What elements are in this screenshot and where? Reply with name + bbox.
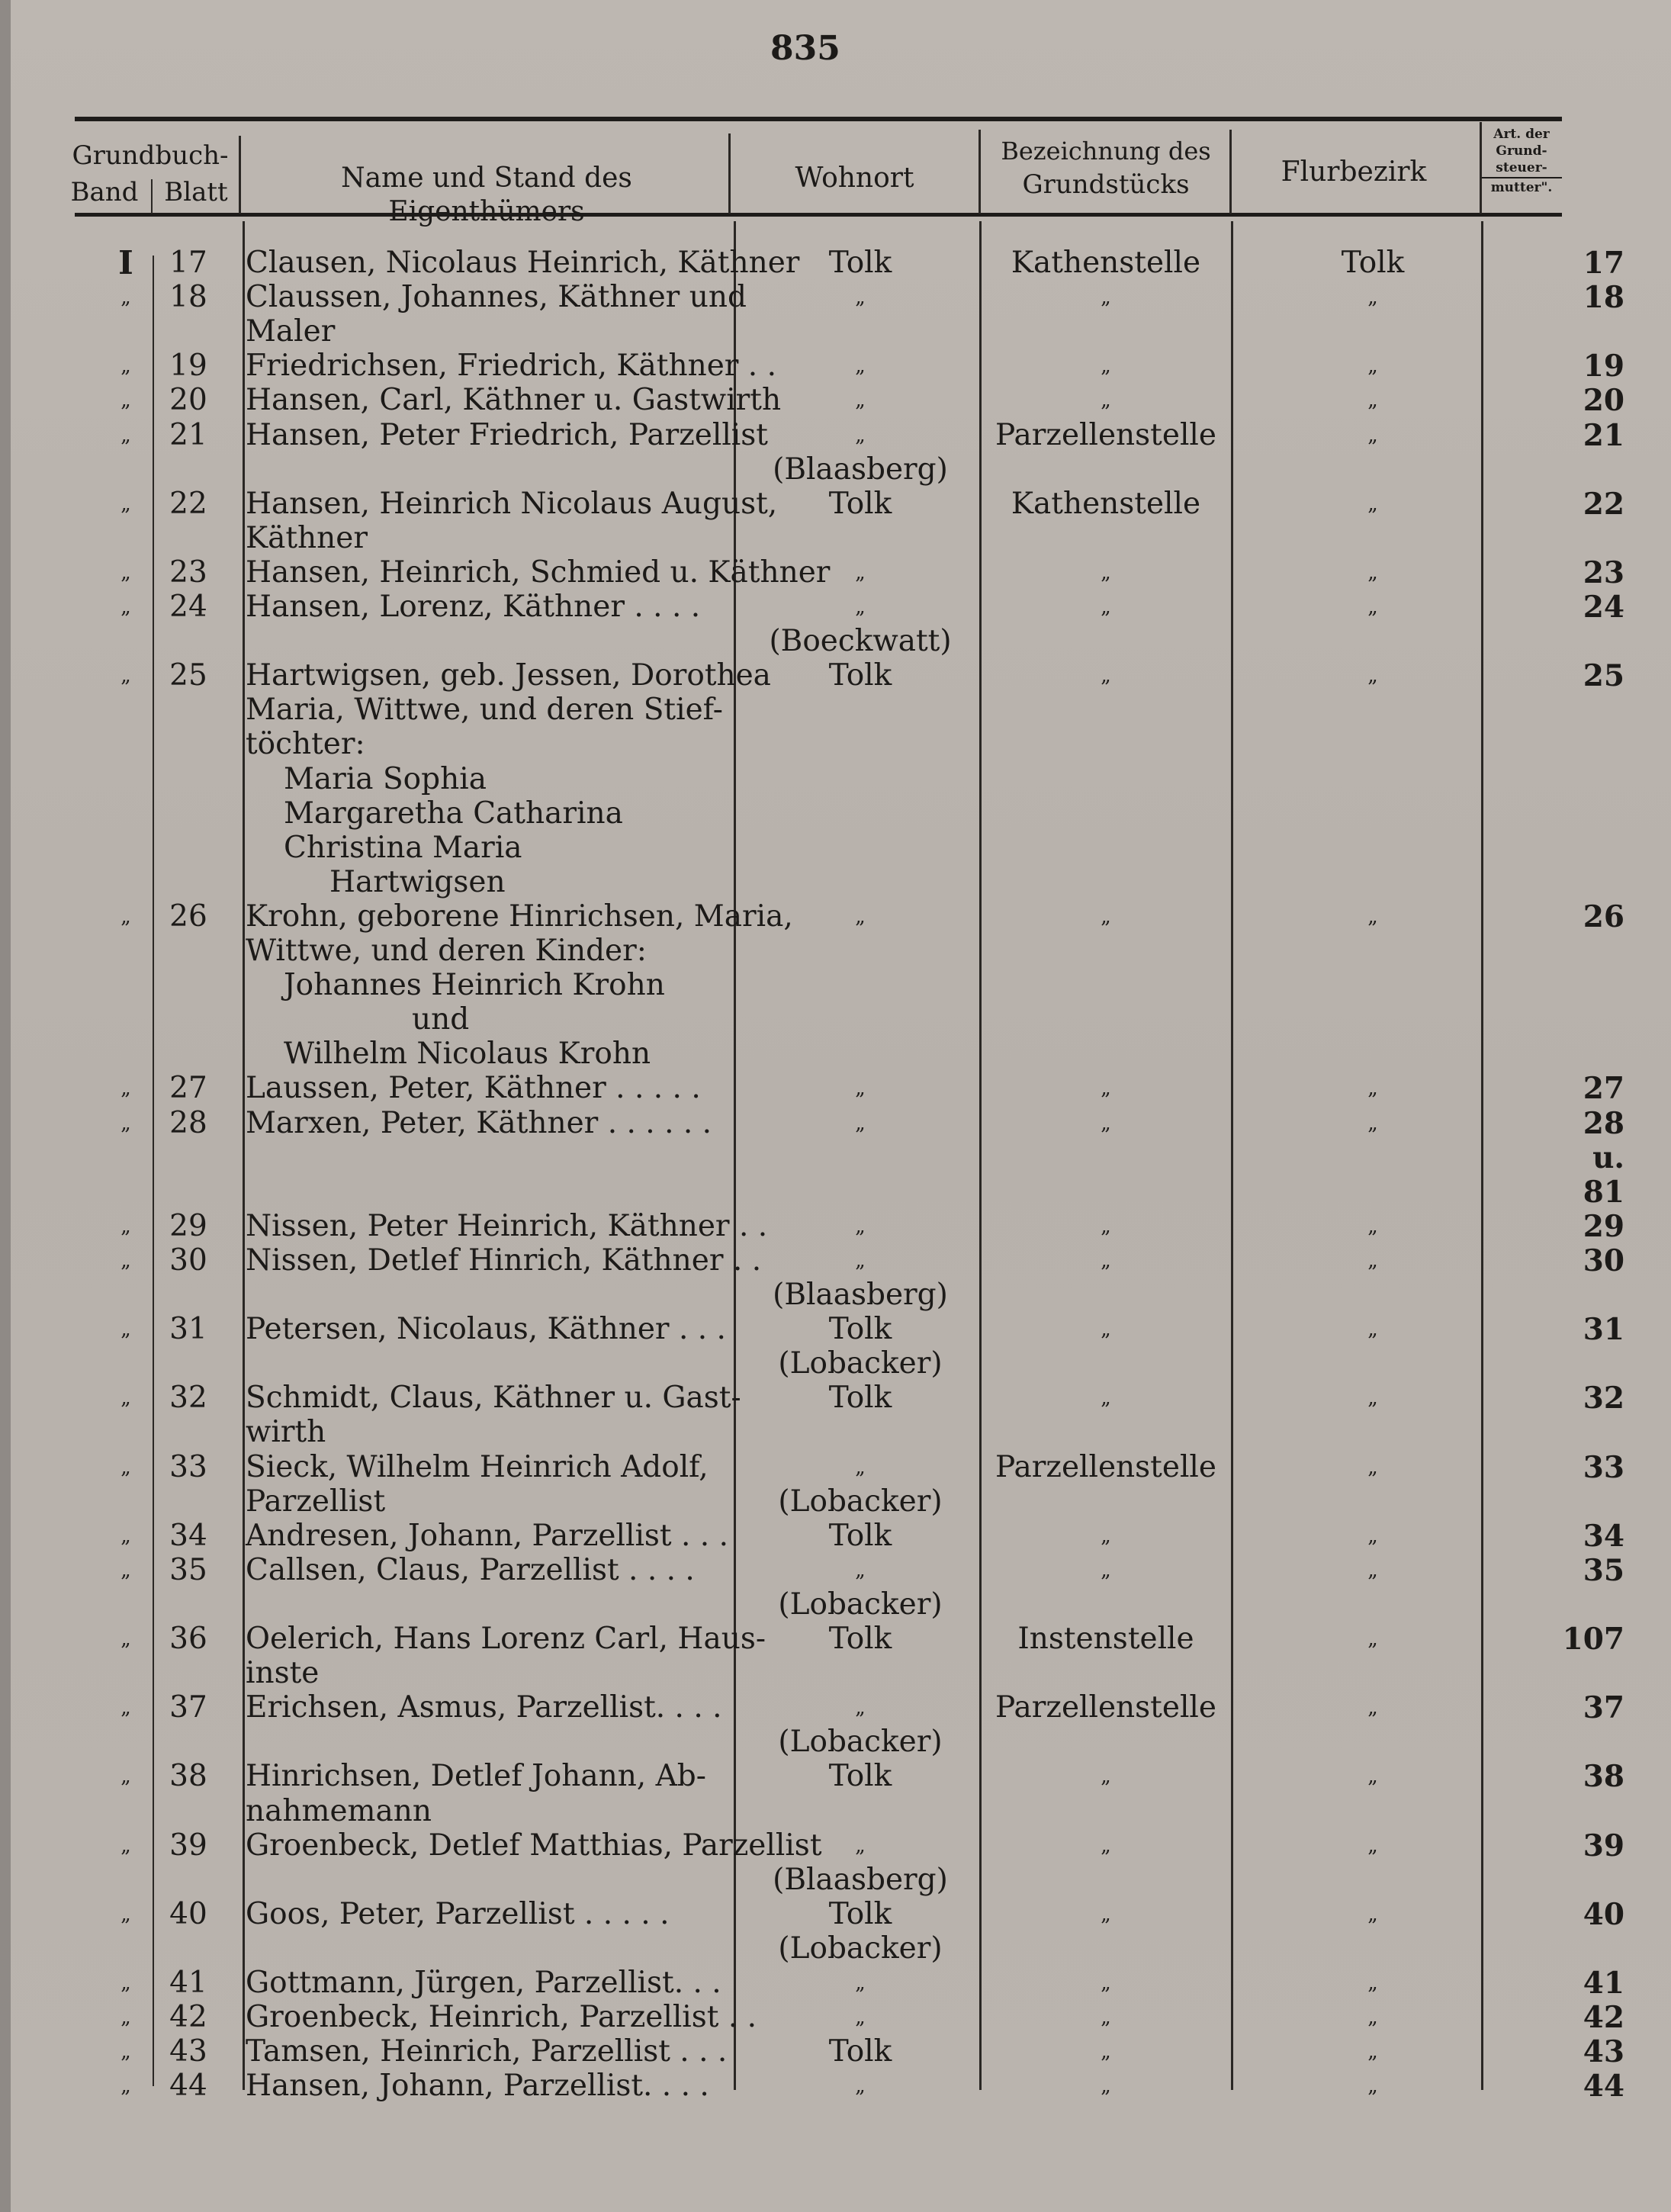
blatt-cell: 30 <box>169 1243 207 1278</box>
owner-name-line: Hinrichsen, Detlef Johann, Ab- <box>246 1759 706 1794</box>
owner-name-line: Hansen, Lorenz, Käthner . . . . <box>246 590 701 624</box>
flurbezirk-cell: „ <box>1367 1077 1378 1101</box>
blatt-cell: 22 <box>169 486 207 521</box>
bezeichnung-cell: Instenstelle <box>1017 1622 1194 1656</box>
top-rule <box>75 117 1562 121</box>
flurbezirk-cell: „ <box>1367 286 1378 310</box>
art-cell: 23 <box>1583 555 1624 590</box>
owner-name-line: Hartwigsen <box>329 864 506 899</box>
blatt-cell: 27 <box>169 1071 207 1106</box>
band-cell: „ <box>121 286 131 310</box>
art-cell: 27 <box>1583 1071 1624 1107</box>
wohnort-cell: Tolk <box>828 1312 892 1347</box>
band-cell: „ <box>121 1765 131 1789</box>
wohnort-cell: Tolk <box>828 1518 892 1553</box>
wohnort-location-note: (Lobacker) <box>778 1346 943 1381</box>
blatt-cell: 37 <box>169 1690 207 1725</box>
art-cell: 34 <box>1583 1518 1624 1554</box>
owner-name-line: Hansen, Johann, Parzellist. . . . <box>246 2069 709 2104</box>
header-divider <box>1229 130 1232 214</box>
bezeichnung-cell: „ <box>1101 1318 1111 1342</box>
owner-name-line: Schmidt, Claus, Käthner u. Gast- <box>246 1381 741 1416</box>
flurbezirk-cell: „ <box>1367 1558 1378 1582</box>
owner-name-line: Hansen, Peter Friedrich, Parzellist <box>246 417 768 452</box>
owner-name-line: Tamsen, Heinrich, Parzellist . . . <box>246 2034 728 2069</box>
owner-name-line: inste <box>246 1656 320 1691</box>
art-cell: 26 <box>1583 899 1624 934</box>
wohnort-cell: „ <box>855 2006 866 2030</box>
owner-name-line: Gottmann, Jürgen, Parzellist. . . <box>246 1966 721 2000</box>
header-divider <box>151 179 153 214</box>
bezeichnung-cell: Parzellenstelle <box>995 1690 1216 1725</box>
wohnort-cell: „ <box>855 389 866 413</box>
owner-name-line: Oelerich, Hans Lorenz Carl, Haus- <box>246 1622 766 1656</box>
header-wohnort: Wohnort <box>795 162 914 194</box>
blatt-cell: 44 <box>169 2069 207 2104</box>
wohnort-cell: Tolk <box>828 1896 892 1931</box>
owner-name-line: Hartwigsen, geb. Jessen, Dorothea <box>246 658 771 693</box>
blatt-cell: 40 <box>169 1896 207 1931</box>
band-cell: „ <box>121 1524 131 1548</box>
band-cell: „ <box>121 1972 131 1995</box>
band-cell: „ <box>121 905 131 928</box>
wohnort-cell: „ <box>855 2075 866 2098</box>
flurbezirk-cell: „ <box>1367 1455 1378 1479</box>
flurbezirk-cell: „ <box>1367 2075 1378 2098</box>
owner-name-line: Friedrichsen, Friedrich, Käthner . . <box>246 349 777 384</box>
blatt-cell: 17 <box>169 246 207 280</box>
blatt-cell: 19 <box>169 349 207 384</box>
blatt-cell: 23 <box>169 555 207 590</box>
blatt-cell: 42 <box>169 2000 207 2035</box>
blatt-cell: 43 <box>169 2034 207 2069</box>
wohnort-location-note: (Boeckwatt) <box>769 624 952 659</box>
blatt-cell: 36 <box>169 1622 207 1656</box>
blatt-cell: 25 <box>169 658 207 693</box>
blatt-cell: 29 <box>169 1208 207 1243</box>
art-cell: 43 <box>1583 2034 1624 2070</box>
owner-name-line: Groenbeck, Detlef Matthias, Parzellist <box>246 1828 822 1863</box>
band-cell: „ <box>121 389 131 413</box>
column-divider-blatt <box>153 256 154 2086</box>
bezeichnung-cell: „ <box>1101 355 1111 378</box>
bezeichnung-cell: „ <box>1101 1249 1111 1272</box>
bezeichnung-cell: „ <box>1101 664 1111 688</box>
band-cell: „ <box>121 1387 131 1410</box>
wohnort-cell: „ <box>855 1249 866 1272</box>
header-flurbezirk: Flurbezirk <box>1281 156 1427 188</box>
page-number: 835 <box>770 29 840 68</box>
bezeichnung-cell: „ <box>1101 1524 1111 1548</box>
art-cell: 41 <box>1583 1966 1624 2001</box>
wohnort-cell: „ <box>855 1214 866 1238</box>
header-divider <box>978 130 981 214</box>
bezeichnung-cell: „ <box>1101 2040 1111 2064</box>
owner-name-line: töchter: <box>246 727 365 762</box>
art-cell: 40 <box>1583 1896 1624 1932</box>
art-header-underline <box>1481 177 1562 178</box>
bezeichnung-cell: „ <box>1101 1558 1111 1582</box>
art-cell: 32 <box>1583 1381 1624 1416</box>
band-cell: „ <box>121 1902 131 1926</box>
owner-name-line: Claussen, Johannes, Käthner und <box>246 280 747 315</box>
flurbezirk-cell: „ <box>1367 389 1378 413</box>
art-cell-extra: u. <box>1592 1140 1624 1175</box>
art-cell: 17 <box>1583 246 1624 281</box>
wohnort-location-note: (Blaasberg) <box>773 452 948 487</box>
flurbezirk-cell: „ <box>1367 1902 1378 1926</box>
flurbezirk-cell: „ <box>1367 561 1378 584</box>
band-cell: „ <box>121 1834 131 1857</box>
flurbezirk-cell: Tolk <box>1341 246 1405 280</box>
wohnort-location-note: (Lobacker) <box>778 1725 943 1760</box>
art-cell: 37 <box>1583 1690 1624 1726</box>
bezeichnung-cell: „ <box>1101 1765 1111 1789</box>
band-cell: „ <box>121 1558 131 1582</box>
owner-name-line: nahmemann <box>246 1793 432 1828</box>
owner-name-line: Maler <box>246 314 336 349</box>
wohnort-cell: „ <box>855 423 866 447</box>
header-blatt: Blatt <box>164 177 228 207</box>
column-divider-flur <box>1231 221 1233 2090</box>
wohnort-cell: „ <box>855 596 866 619</box>
art-cell: 107 <box>1562 1622 1624 1657</box>
owner-name-line: Laussen, Peter, Käthner . . . . . <box>246 1071 701 1106</box>
owner-name-line: Marxen, Peter, Käthner . . . . . . <box>246 1105 712 1140</box>
wohnort-cell: Tolk <box>828 246 892 280</box>
band-cell: „ <box>121 1249 131 1272</box>
wohnort-cell: Tolk <box>828 1759 892 1794</box>
art-cell: 39 <box>1583 1828 1624 1863</box>
owner-name-line: Nissen, Peter Heinrich, Käthner . . <box>246 1208 768 1243</box>
owner-name-line: wirth <box>246 1415 326 1450</box>
wohnort-location-note: (Blaasberg) <box>773 1862 948 1897</box>
wohnort-cell: „ <box>855 561 866 584</box>
owner-name-line: Christina Maria <box>284 830 522 865</box>
header-bezeichnung-2: Grundstücks <box>1022 169 1190 200</box>
wohnort-location-note: (Blaasberg) <box>773 1278 948 1312</box>
blatt-cell: 35 <box>169 1552 207 1587</box>
art-cell: 42 <box>1583 2000 1624 2036</box>
art-cell: 38 <box>1583 1759 1624 1795</box>
header-name: Name und Stand des Eigenthümers <box>341 162 632 227</box>
art-cell: 20 <box>1583 383 1624 419</box>
art-cell: 22 <box>1583 486 1624 522</box>
flurbezirk-cell: „ <box>1367 1834 1378 1857</box>
band-cell: „ <box>121 2040 131 2064</box>
flurbezirk-cell: „ <box>1367 1628 1378 1651</box>
bezeichnung-cell: „ <box>1101 286 1111 310</box>
blatt-cell: 18 <box>169 280 207 315</box>
bezeichnung-cell: Parzellenstelle <box>995 417 1216 452</box>
band-cell: „ <box>121 2006 131 2030</box>
header-divider <box>728 133 731 214</box>
band-cell: „ <box>121 596 131 619</box>
owner-name-line: Petersen, Nicolaus, Käthner . . . <box>246 1312 726 1347</box>
column-divider-name <box>243 221 245 2090</box>
flurbezirk-cell: „ <box>1367 1318 1378 1342</box>
art-cell: 35 <box>1583 1552 1624 1588</box>
header-grundbuch: Grundbuch- <box>72 140 229 171</box>
header-art-1: Art. der <box>1493 127 1550 142</box>
owner-name-line: Maria, Wittwe, und deren Stief- <box>246 693 723 728</box>
owner-name-line: Hansen, Heinrich Nicolaus August, <box>246 486 778 521</box>
owner-name-line: Parzellist <box>246 1484 386 1519</box>
wohnort-cell: Tolk <box>828 2034 892 2069</box>
flurbezirk-cell: „ <box>1367 1524 1378 1548</box>
owner-name-line: Wittwe, und deren Kinder: <box>246 934 647 968</box>
bezeichnung-cell: „ <box>1101 1387 1111 1410</box>
art-cell: 44 <box>1583 2069 1624 2104</box>
flurbezirk-cell: „ <box>1367 905 1378 928</box>
owner-name-line: Callsen, Claus, Parzellist . . . . <box>246 1552 695 1587</box>
band-cell: „ <box>121 355 131 378</box>
art-cell: 18 <box>1583 280 1624 316</box>
art-cell: 21 <box>1583 417 1624 453</box>
band-cell: „ <box>121 561 131 584</box>
blatt-cell: 21 <box>169 417 207 452</box>
band-cell: „ <box>121 664 131 688</box>
bezeichnung-cell: Kathenstelle <box>1011 246 1201 280</box>
blatt-cell: 31 <box>169 1312 207 1347</box>
art-cell: 30 <box>1583 1243 1624 1278</box>
wohnort-cell: „ <box>855 1972 866 1995</box>
owner-name-line: Goos, Peter, Parzellist . . . . . <box>246 1896 670 1931</box>
bezeichnung-cell: „ <box>1101 389 1111 413</box>
flurbezirk-cell: „ <box>1367 1387 1378 1410</box>
band-cell: „ <box>121 1214 131 1238</box>
art-cell: 19 <box>1583 349 1624 384</box>
wohnort-cell: Tolk <box>828 486 892 521</box>
header-divider <box>1480 122 1482 214</box>
wohnort-cell: „ <box>855 286 866 310</box>
wohnort-cell: Tolk <box>828 1381 892 1416</box>
wohnort-cell: „ <box>855 1696 866 1720</box>
blatt-cell: 32 <box>169 1381 207 1416</box>
blatt-cell: 20 <box>169 383 207 418</box>
flurbezirk-cell: „ <box>1367 355 1378 378</box>
band-cell: „ <box>121 492 131 516</box>
flurbezirk-cell: „ <box>1367 1696 1378 1720</box>
owner-name-line: Hansen, Heinrich, Schmied u. Käthner <box>246 555 831 590</box>
bezeichnung-cell: „ <box>1101 1077 1111 1101</box>
wohnort-location-note: (Lobacker) <box>778 1484 943 1519</box>
bezeichnung-cell: Kathenstelle <box>1011 486 1201 521</box>
wohnort-cell: „ <box>855 1077 866 1101</box>
owner-name-line: Käthner <box>246 520 368 555</box>
header-bezeichnung-1: Bezeichnung des <box>1001 137 1211 166</box>
bezeichnung-cell: Parzellenstelle <box>995 1449 1216 1484</box>
owner-name-line: Erichsen, Asmus, Parzellist. . . . <box>246 1690 722 1725</box>
wohnort-cell: Tolk <box>828 1622 892 1656</box>
header-art-3: steuer- <box>1496 160 1547 175</box>
wohnort-cell: Tolk <box>828 658 892 693</box>
flurbezirk-cell: „ <box>1367 423 1378 447</box>
art-cell: 28 <box>1583 1105 1624 1141</box>
flurbezirk-cell: „ <box>1367 1972 1378 1995</box>
bezeichnung-cell: „ <box>1101 1902 1111 1926</box>
flurbezirk-cell: „ <box>1367 1111 1378 1135</box>
bezeichnung-cell: „ <box>1101 905 1111 928</box>
owner-name-line: Krohn, geborene Hinrichsen, Maria, <box>246 899 793 934</box>
owner-name-line: Sieck, Wilhelm Heinrich Adolf, <box>246 1449 709 1484</box>
owner-name-line: Groenbeck, Heinrich, Parzellist . . <box>246 2000 757 2035</box>
blatt-cell: 39 <box>169 1828 207 1863</box>
blatt-cell: 33 <box>169 1449 207 1484</box>
bezeichnung-cell: „ <box>1101 1834 1111 1857</box>
owner-name-line: und <box>412 1002 470 1037</box>
flurbezirk-cell: „ <box>1367 664 1378 688</box>
owner-name-line: Nissen, Detlef Hinrich, Käthner . . <box>246 1243 762 1278</box>
art-cell: 33 <box>1583 1449 1624 1485</box>
band-cell: „ <box>121 423 131 447</box>
bezeichnung-cell: „ <box>1101 2075 1111 2098</box>
wohnort-cell: „ <box>855 1111 866 1135</box>
header-band: Band <box>70 177 139 207</box>
owner-name-line: Johannes Heinrich Krohn <box>284 968 665 1003</box>
art-cell: 31 <box>1583 1312 1624 1348</box>
page-left-edge <box>0 0 11 2212</box>
wohnort-cell: „ <box>855 905 866 928</box>
flurbezirk-cell: „ <box>1367 492 1378 516</box>
blatt-cell: 34 <box>169 1518 207 1553</box>
header-art-4: mutter". <box>1490 180 1553 195</box>
blatt-cell: 24 <box>169 590 207 624</box>
flurbezirk-cell: „ <box>1367 2040 1378 2064</box>
owner-name-line: Maria Sophia <box>284 761 487 796</box>
band-cell: „ <box>121 1111 131 1135</box>
art-cell-extra: 81 <box>1583 1174 1624 1210</box>
blatt-cell: 28 <box>169 1105 207 1140</box>
owner-name-line: Clausen, Nicolaus Heinrich, Käthner <box>246 246 800 280</box>
blatt-cell: 41 <box>169 1966 207 2000</box>
wohnort-cell: „ <box>855 355 866 378</box>
bezeichnung-cell: „ <box>1101 1111 1111 1135</box>
band-cell: „ <box>121 1318 131 1342</box>
art-cell: 24 <box>1583 590 1624 625</box>
blatt-cell: 38 <box>169 1759 207 1794</box>
art-cell: 25 <box>1583 658 1624 694</box>
flurbezirk-cell: „ <box>1367 596 1378 619</box>
wohnort-cell: „ <box>855 1834 866 1857</box>
header-divider <box>239 136 241 214</box>
flurbezirk-cell: „ <box>1367 2006 1378 2030</box>
bezeichnung-cell: „ <box>1101 561 1111 584</box>
blatt-cell: 26 <box>169 899 207 934</box>
band-cell: „ <box>121 1628 131 1651</box>
bezeichnung-cell: „ <box>1101 1214 1111 1238</box>
band-cell: „ <box>121 1696 131 1720</box>
wohnort-cell: „ <box>855 1558 866 1582</box>
band-cell: „ <box>121 1077 131 1101</box>
flurbezirk-cell: „ <box>1367 1765 1378 1789</box>
owner-name-line: Hansen, Carl, Käthner u. Gastwirth <box>246 383 782 418</box>
bezeichnung-cell: „ <box>1101 1972 1111 1995</box>
wohnort-location-note: (Lobacker) <box>778 1931 943 1966</box>
flurbezirk-cell: „ <box>1367 1214 1378 1238</box>
wohnort-location-note: (Lobacker) <box>778 1587 943 1622</box>
owner-name-line: Wilhelm Nicolaus Krohn <box>284 1037 651 1072</box>
band-cell: „ <box>121 1455 131 1479</box>
owner-name-line: Andresen, Johann, Parzellist . . . <box>246 1518 728 1553</box>
wohnort-cell: „ <box>855 1455 866 1479</box>
band-cell: I <box>118 244 133 281</box>
flurbezirk-cell: „ <box>1367 1249 1378 1272</box>
bezeichnung-cell: „ <box>1101 2006 1111 2030</box>
bezeichnung-cell: „ <box>1101 596 1111 619</box>
owner-name-line: Margaretha Catharina <box>284 796 623 831</box>
header-art-2: Grund- <box>1496 143 1547 159</box>
art-cell: 29 <box>1583 1208 1624 1244</box>
band-cell: „ <box>121 2075 131 2098</box>
